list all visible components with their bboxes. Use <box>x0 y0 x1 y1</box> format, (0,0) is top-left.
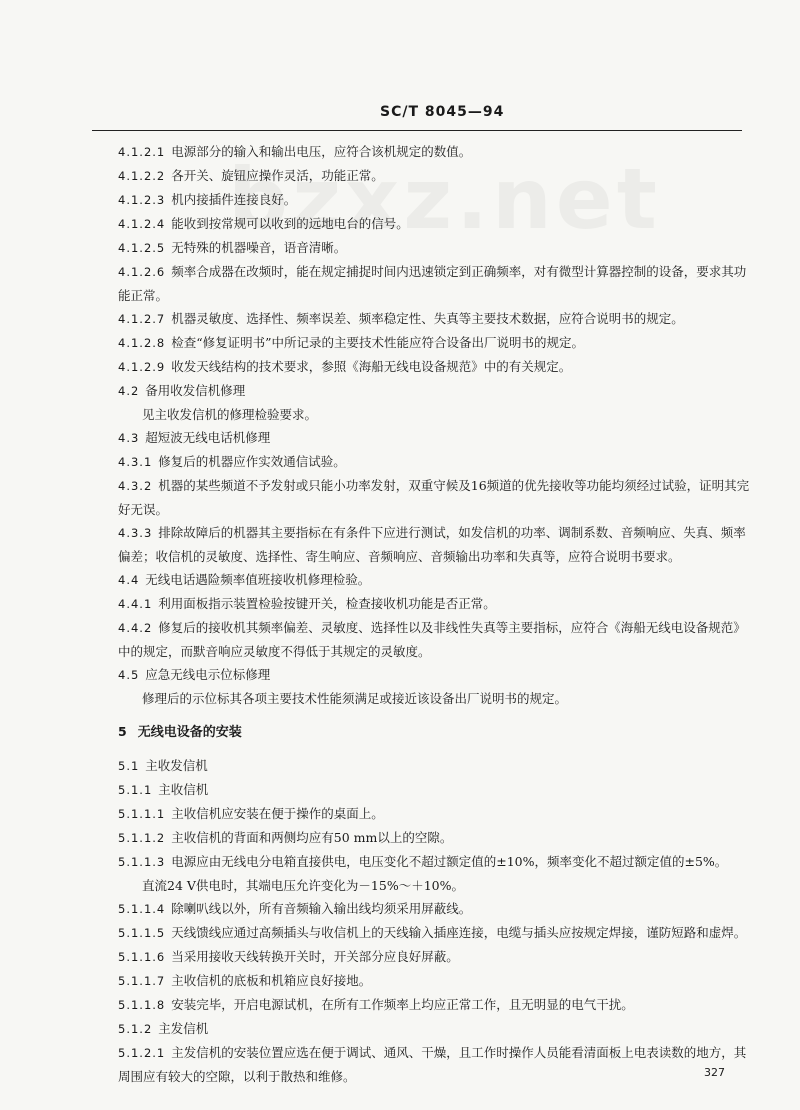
clause-paragraph <box>118 687 750 710</box>
clause-number: 4.4.1 <box>118 597 153 611</box>
clause-text: 能收到按常规可以收到的远地电台的信号。 <box>171 216 409 231</box>
clause-number: 4.1.2.2 <box>118 169 166 183</box>
clause-paragraph <box>118 754 750 778</box>
clause-paragraph <box>118 521 750 568</box>
clause-text: 应急无线电示位标修理 <box>145 667 271 682</box>
clause-number: 5.1.1.4 <box>118 902 166 916</box>
clause-number: 4.1.2.1 <box>118 145 166 159</box>
clause-text: 无线电设备的安装 <box>137 725 242 740</box>
clause-paragraph <box>118 826 750 850</box>
clause-text: 无特殊的机器噪音，语音清晰。 <box>171 240 347 255</box>
document-body <box>118 140 750 1088</box>
clause-number: 4.5 <box>118 668 140 682</box>
clause-text: 主收信机应安装在便于操作的桌面上。 <box>171 806 384 821</box>
clause-text: 修理后的示位标其各项主要技术性能须满足或接近该设备出厂说明书的规定。 <box>142 691 568 706</box>
clause-number: 4.1.2.9 <box>118 360 166 374</box>
section-heading <box>118 720 750 744</box>
clause-text: 收发天线结构的技术要求，参照《海船无线电设备规范》中的有关规定。 <box>171 359 572 374</box>
clause-paragraph <box>118 379 750 403</box>
clause-number: 4.4.2 <box>118 621 153 635</box>
clause-text: 主收信机的背面和两侧均应有50 mm以上的空隙。 <box>171 830 453 845</box>
clause-number: 4.1.2.8 <box>118 336 166 350</box>
clause-text: 当采用接收天线转换开关时，开关部分应良好屏蔽。 <box>171 949 459 964</box>
clause-paragraph <box>118 802 750 826</box>
clause-text: 修复后的接收机其频率偏差、灵敏度、选择性以及非线性失真等主要指标，应符合《海船无线电设备规范》中的规定，而默音响应灵敏度不得低于其规定的灵敏度。 <box>118 620 746 659</box>
clause-paragraph <box>118 616 750 663</box>
page-number: 327 <box>704 1066 725 1079</box>
clause-number: 4.3.3 <box>118 526 153 540</box>
header-rule <box>92 130 742 131</box>
clause-paragraph <box>118 921 750 945</box>
clause-paragraph <box>118 403 750 426</box>
clause-number: 4.1.2.3 <box>118 193 166 207</box>
clause-paragraph <box>118 212 750 236</box>
clause-text: 机器灵敏度、选择性、频率误差、频率稳定性、失真等主要技术数据，应符合说明书的规定。 <box>171 311 684 326</box>
clause-paragraph <box>118 897 750 921</box>
clause-number: 4.3 <box>118 431 140 445</box>
clause-paragraph <box>118 188 750 212</box>
clause-paragraph <box>118 945 750 969</box>
clause-paragraph <box>118 568 750 592</box>
clause-number: 4.4 <box>118 573 140 587</box>
clause-text: 电源应由无线电分电箱直接供电，电压变化不超过额定值的±10%，频率变化不超过额定值的±5%。 <box>171 854 728 869</box>
clause-number: 5.1.1.8 <box>118 998 166 1012</box>
clause-text: 主收信机 <box>158 782 209 797</box>
clause-text: 频率合成器在改频时，能在规定捕捉时间内迅速锁定到正确频率，对有微型计算器控制的设备，要求其功能正常。 <box>118 264 747 303</box>
clause-text: 主收发信机 <box>145 758 208 773</box>
clause-text: 主发信机 <box>158 1021 209 1036</box>
clause-number: 5.1.1.1 <box>118 807 166 821</box>
clause-number: 4.3.2 <box>118 479 153 493</box>
clause-text: 主收信机的底板和机箱应良好接地。 <box>171 973 372 988</box>
clause-text: 检查“修复证明书”中所记录的主要技术性能应符合设备出厂说明书的规定。 <box>171 335 585 350</box>
clause-text: 机器的某些频道不予发射或只能小功率发射，双重守候及16频道的优先接收等功能均须经过试验，证明其完好无误。 <box>118 478 750 517</box>
clause-paragraph <box>118 592 750 616</box>
clause-paragraph <box>118 164 750 188</box>
clause-paragraph <box>118 969 750 993</box>
clause-text: 安装完毕，开启电源试机，在所有工作频率上均应正常工作，且无明显的电气干扰。 <box>171 997 634 1012</box>
clause-paragraph <box>118 450 750 474</box>
clause-text: 除喇叭线以外，所有音频输入输出线均须采用屏蔽线。 <box>171 901 472 916</box>
clause-number: 5.1.1.7 <box>118 974 166 988</box>
clause-number: 5.1.1.2 <box>118 831 166 845</box>
clause-paragraph <box>118 355 750 379</box>
clause-number: 5 <box>118 724 128 739</box>
clause-number: 5.1.1.3 <box>118 855 166 869</box>
clause-paragraph <box>118 874 750 897</box>
clause-text: 主发信机的安装位置应选在便于调试、通风、干燥，且工作时操作人员能看清面板上电表读数的地方，其周围应有较大的空隙，以利于散热和维修。 <box>118 1045 747 1084</box>
clause-number: 4.1.2.6 <box>118 265 166 279</box>
clause-paragraph <box>118 236 750 260</box>
clause-paragraph <box>118 140 750 164</box>
clause-number: 5.1.1.6 <box>118 950 166 964</box>
clause-paragraph <box>118 778 750 802</box>
clause-number: 5.1.1.5 <box>118 926 166 940</box>
clause-paragraph <box>118 426 750 450</box>
clause-text: 电源部分的输入和输出电压，应符合该机规定的数值。 <box>171 144 472 159</box>
clause-number: 4.3.1 <box>118 455 153 469</box>
clause-text: 各开关、旋钮应操作灵活，功能正常。 <box>171 168 384 183</box>
clause-text: 直流24 V供电时，其端电压允许变化为－15%～＋10%。 <box>142 878 464 893</box>
clause-text: 排除故障后的机器其主要指标在有条件下应进行测试，如发信机的功率、调制系数、音频响应、失真、频率偏差；收信机的灵敏度、选择性、寄生响应、音频响应、音频输出功率和失真等，应符合说明书要求。 <box>118 525 746 564</box>
clause-paragraph <box>118 307 750 331</box>
clause-number: 4.2 <box>118 384 140 398</box>
clause-paragraph <box>118 1041 750 1088</box>
clause-text: 备用收发信机修理 <box>145 383 246 398</box>
clause-text: 修复后的机器应作实效通信试验。 <box>158 454 346 469</box>
clause-paragraph <box>118 663 750 687</box>
clause-number: 5.1.1 <box>118 783 153 797</box>
clause-text: 见主收发信机的修理检验要求。 <box>142 407 318 422</box>
clause-number: 4.1.2.5 <box>118 241 166 255</box>
clause-text: 机内接插件连接良好。 <box>171 192 297 207</box>
clause-paragraph <box>118 260 750 307</box>
clause-text: 超短波无线电话机修理 <box>145 430 271 445</box>
standard-code-header: SC/T 8045—94 <box>380 104 505 120</box>
clause-number: 4.1.2.7 <box>118 312 166 326</box>
clause-number: 5.1.2 <box>118 1022 153 1036</box>
clause-number: 5.1 <box>118 759 140 773</box>
clause-text: 利用面板指示装置检验按键开关，检查接收机功能是否正常。 <box>158 596 496 611</box>
clause-paragraph <box>118 474 750 521</box>
clause-paragraph <box>118 1017 750 1041</box>
clause-text: 天线馈线应通过高频插头与收信机上的天线输入插座连接，电缆与插头应按规定焊接，谨防短路和虚焊。 <box>171 925 747 940</box>
clause-text: 无线电话遇险频率值班接收机修理检验。 <box>145 572 371 587</box>
clause-number: 4.1.2.4 <box>118 217 166 231</box>
clause-number: 5.1.2.1 <box>118 1046 166 1060</box>
clause-paragraph <box>118 993 750 1017</box>
clause-paragraph <box>118 331 750 355</box>
clause-paragraph <box>118 850 750 874</box>
